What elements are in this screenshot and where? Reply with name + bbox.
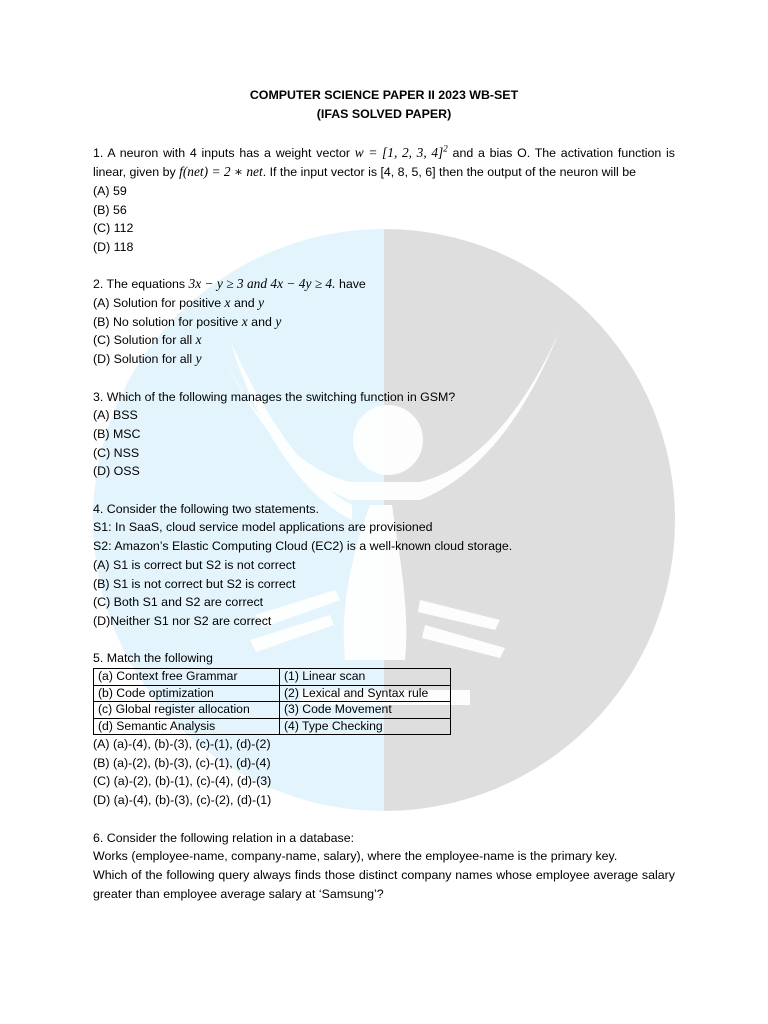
question-3 — [93, 388, 675, 482]
option-c: (C) 112 — [93, 221, 134, 236]
question-5 — [93, 649, 675, 810]
option-d: (D)Neither S1 nor S2 are correct — [93, 613, 272, 628]
question-4 — [93, 500, 675, 631]
table-cell: (a) Context free Grammar — [94, 669, 280, 686]
table-cell: (2) Lexical and Syntax rule — [280, 685, 451, 702]
table-cell: (4) Type Checking — [280, 718, 451, 735]
weight-vector-formula: w = [1, 2, 3, 4]$^2$ — [354, 143, 448, 161]
activation-function-formula: f(net) = 2 ∗ net — [179, 164, 263, 180]
paper-header — [93, 86, 675, 123]
table-row — [94, 702, 451, 719]
paper-subtitle: (IFAS SOLVED PAPER) — [316, 106, 452, 121]
option-a: (A) 59 — [93, 183, 127, 198]
table-cell: (c) Global register allocation — [94, 702, 280, 719]
statement-s2: S2: Amazon’s Elastic Computing Cloud (EC2) is a well-known cloud storage. — [93, 539, 513, 554]
option-d: (D) (a)-(4), (b)-(3), (c)-(2), (d)-(1) — [93, 793, 272, 808]
option-a: (A) BSS — [93, 408, 138, 423]
option-d: (D) OSS — [93, 464, 140, 479]
option-c: (C) NSS — [93, 445, 140, 460]
option-b: (B) No solution for positive x and y — [93, 313, 282, 329]
table-row — [94, 718, 451, 735]
question-6-stem: 6. Consider the following relation in a database: — [93, 830, 355, 845]
table-row — [94, 685, 451, 702]
option-a: (A) S1 is correct but S2 is not correct — [93, 557, 296, 572]
question-1-stem — [93, 144, 675, 181]
option-c: (C) Both S1 and S2 are correct — [93, 595, 264, 610]
question-1-text-bias: and a bias O. The activation function is linear, given by — [93, 146, 676, 180]
question-2 — [93, 275, 675, 369]
question-4-stem: 4. Consider the following two statements. — [93, 501, 319, 516]
table-cell: (d) Semantic Analysis — [94, 718, 280, 735]
relation-description: Works (employee-name, company-name, salary), where the employee-name is the primary key. — [93, 849, 618, 864]
question-1-text-end: . If the input vector is [4, 8, 5, 6] then the output of the neuron will be — [262, 165, 637, 180]
question-6-query: Which of the following query always finds those distinct company names whose employee average salary greater than employee average salary at ‘Samsung’? — [93, 867, 675, 901]
table-row — [94, 669, 451, 686]
paper-title: COMPUTER SCIENCE PAPER II 2023 WB-SET — [249, 88, 519, 102]
option-b: (B) 56 — [93, 202, 127, 217]
option-a: (A) Solution for positive x and y — [93, 295, 265, 311]
option-d: (D) Solution for all y — [93, 351, 202, 367]
table-cell: (b) Code optimization — [94, 685, 280, 702]
match-table — [93, 668, 451, 735]
question-1-text: 1. A neuron with 4 inputs has a weight vector — [93, 146, 350, 161]
question-paper — [93, 86, 675, 922]
question-3-stem: 3. Which of the following manages the switching function in GSM? — [93, 389, 456, 404]
option-b: (B) S1 is not correct but S2 is correct — [93, 576, 296, 591]
question-6 — [93, 829, 675, 904]
statement-s1: S1: In SaaS, cloud service model applications are provisioned — [93, 520, 433, 535]
inequalities-formula: 3x − y ≥ 3 and 4x − 4y ≥ 4. — [188, 276, 336, 292]
question-2-stem: 2. The equations 3x − y ≥ 3 and 4x − 4y ≥ 4. have — [93, 276, 366, 292]
table-cell: (3) Code Movement — [280, 702, 451, 719]
option-b: (B) (a)-(2), (b)-(3), (c)-(1), (d)-(4) — [93, 755, 271, 770]
question-5-stem: 5. Match the following — [93, 651, 213, 666]
option-c: (C) Solution for all x — [93, 332, 202, 348]
option-b: (B) MSC — [93, 426, 141, 441]
option-d: (D) 118 — [93, 239, 134, 254]
table-cell: (1) Linear scan — [280, 669, 451, 686]
question-1 — [93, 144, 675, 256]
option-a: (A) (a)-(4), (b)-(3), (c)-(1), (d)-(2) — [93, 737, 271, 752]
option-c: (C) (a)-(2), (b)-(1), (c)-(4), (d)-(3) — [93, 774, 272, 789]
